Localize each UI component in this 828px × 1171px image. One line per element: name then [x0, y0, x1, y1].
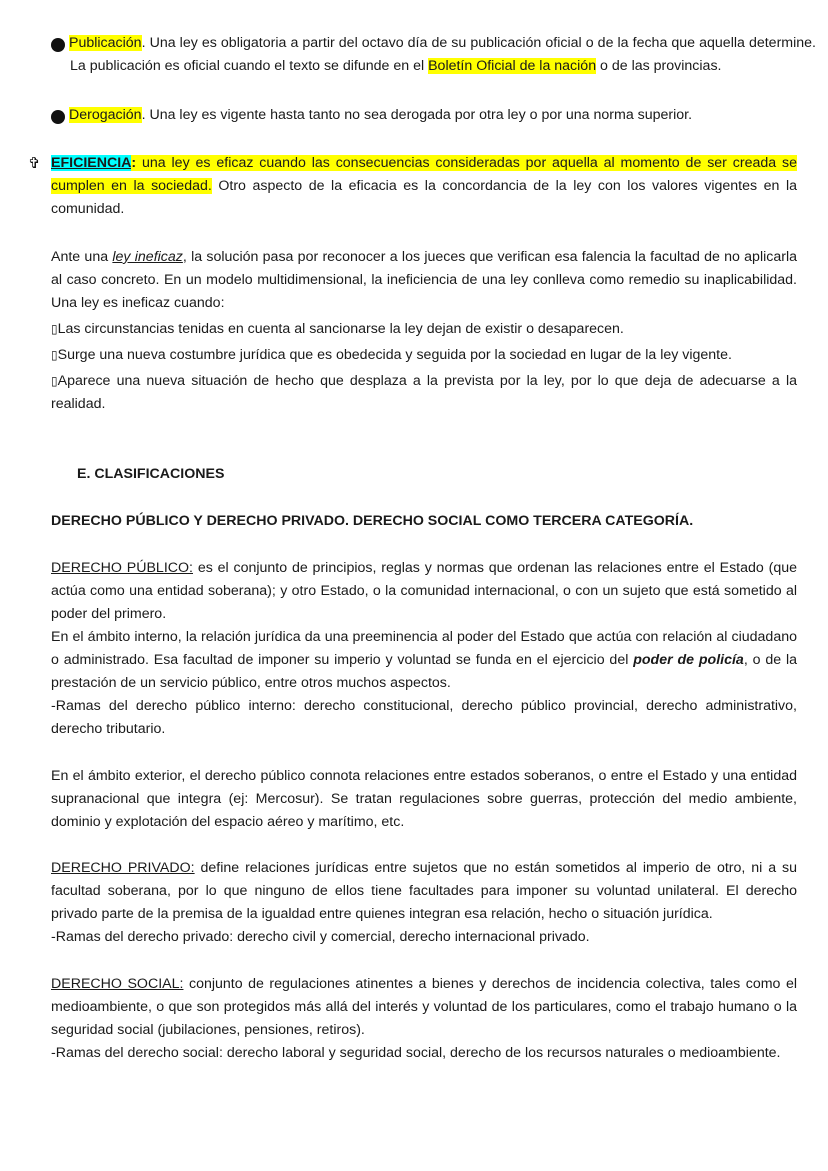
derogacion-paragraph	[45, 104, 816, 127]
number-bullet-icon: 7	[51, 110, 65, 124]
poder-de-policia-term: poder de policía	[633, 652, 744, 668]
derecho-privado-text: define relaciones jurídicas entre sujetos que no están sometidos al imperio de otro, ni a su facultad soberana, por lo que ninguno de ellos tiene facultades para imponer su voluntad unilateral. El derecho privado parte de la premisa de la igualdad entre quienes integran esa relación, hecho o situación jurídica.	[51, 860, 797, 922]
ineficaz-item-text: Surge una nueva costumbre jurídica que es obedecida y seguida por la sociedad en lugar de la ley vigente.	[57, 347, 732, 363]
section-title: E. CLASIFICACIONES	[77, 466, 225, 482]
derecho-social-term: DERECHO SOCIAL:	[51, 976, 184, 992]
ramas-social: -Ramas del derecho social: derecho laboral y seguridad social, derecho de los recursos naturales o medioambiente.	[51, 1045, 781, 1061]
derecho-social-text: conjunto de regulaciones atinentes a bienes y derechos de incidencia colectiva, tales como el medioambiente, o que son protegidos más allá del interés y voluntad de los particulares, como el trabajo humano o la seguridad social (jubilaciones, pensiones, retiros).	[51, 976, 797, 1038]
square-bullet-icon: ▯	[51, 374, 58, 388]
derecho-publico-paragraph	[51, 557, 797, 741]
eficiencia-highlight: una ley es eficaz cuando las consecuencias consideradas por aquella al momento de ser creada se cumplen en la sociedad.	[51, 155, 797, 194]
ineficaz-text-1: Ante una	[51, 249, 113, 265]
ineficaz-paragraph	[51, 246, 797, 315]
ramas-privado: -Ramas del derecho privado: derecho civil y comercial, derecho internacional privado.	[51, 929, 590, 945]
publicacion-term: Publicación	[69, 35, 142, 51]
publicacion-text-2: o de las provincias.	[596, 58, 722, 74]
cross-icon: ✞	[28, 155, 41, 172]
boletin-oficial-highlight: Boletín Oficial de la nación	[428, 58, 597, 74]
ambito-interno-text-2: , o de la prestación de un servicio público, entre otros muchos aspectos.	[51, 652, 797, 691]
section-subtitle: DERECHO PÚBLICO Y DERECHO PRIVADO. DERECHO SOCIAL COMO TERCERA CATEGORÍA.	[51, 513, 694, 529]
derecho-publico-text: es el conjunto de principios, reglas y normas que ordenan las relaciones entre el Estado (que actúa como una entidad soberana); y otro Estado, o la comunidad internacional, o con un sujeto que está sometido al poder del primero.	[51, 560, 797, 622]
ambito-interno-text-1: En el ámbito interno, la relación jurídica da una preeminencia al poder del Estado que actúa con relación al ciudadano o administrado. Esa facultad de imponer su imperio y voluntad se funda en el ejercicio del	[51, 629, 797, 668]
publicacion-text-1: . Una ley es obligatoria a partir del octavo día de su publicación oficial o de la fecha que aquella determine. La publicación es oficial cuando el texto se difunde en el	[70, 35, 816, 74]
square-bullet-icon: ▯	[51, 322, 58, 336]
eficiencia-paragraph	[51, 152, 797, 221]
derogacion-text: . Una ley es vigente hasta tanto no sea derogada por otra ley o por una norma superior.	[141, 107, 693, 123]
square-bullet-icon: ▯	[51, 348, 58, 362]
ramas-publico: -Ramas del derecho público interno: derecho constitucional, derecho público provincial, derecho administrativo, derecho tributario.	[51, 698, 797, 737]
ambito-exterior-text: En el ámbito exterior, el derecho público connota relaciones entre estados soberanos, o entre el Estado y una entidad supranacional que integra (ej: Mercosur). Se tratan regulaciones sobre guerras, protección del medio ambiente, dominio y explotación del espacio aéreo y marítimo, etc.	[51, 768, 797, 830]
ineficaz-item-text: Aparece una nueva situación de hecho que desplaza a la prevista por la ley, por lo que deja de adecuarse a la realidad.	[51, 373, 797, 412]
derecho-social-paragraph	[51, 973, 797, 1065]
ineficaz-item-text: Las circunstancias tenidas en cuenta al sancionarse la ley dejan de existir o desaparecen.	[57, 321, 624, 337]
ambito-exterior-paragraph	[51, 765, 797, 834]
derecho-publico-term: DERECHO PÚBLICO:	[51, 560, 193, 576]
derecho-privado-paragraph	[51, 857, 797, 949]
ley-ineficaz-term: ley ineficaz	[112, 249, 183, 265]
eficiencia-text: Otro aspecto de la eficacia es la concordancia de la ley con los valores vigentes en la comunidad.	[51, 178, 797, 217]
eficiencia-term: EFICIENCIA	[51, 155, 132, 171]
number-bullet-icon: 7	[51, 38, 65, 52]
eficiencia-colon: :	[131, 155, 137, 171]
derogacion-term: Derogación	[69, 107, 142, 123]
ineficaz-item-1	[51, 318, 797, 341]
derecho-privado-term: DERECHO PRIVADO:	[51, 860, 195, 876]
ineficaz-text-2: , la solución pasa por reconocer a los jueces que verifican esa falencia la facultad de no aplicarla al caso concreto. En un modelo multidimensional, la ineficiencia de una ley conlleva como remedio su inaplicabilidad. Una ley es ineficaz cuando:	[51, 249, 797, 311]
ineficaz-item-3	[51, 370, 797, 416]
ambito-interno-paragraph	[51, 626, 797, 695]
ineficaz-item-2	[51, 344, 797, 367]
publicacion-paragraph	[45, 32, 816, 78]
